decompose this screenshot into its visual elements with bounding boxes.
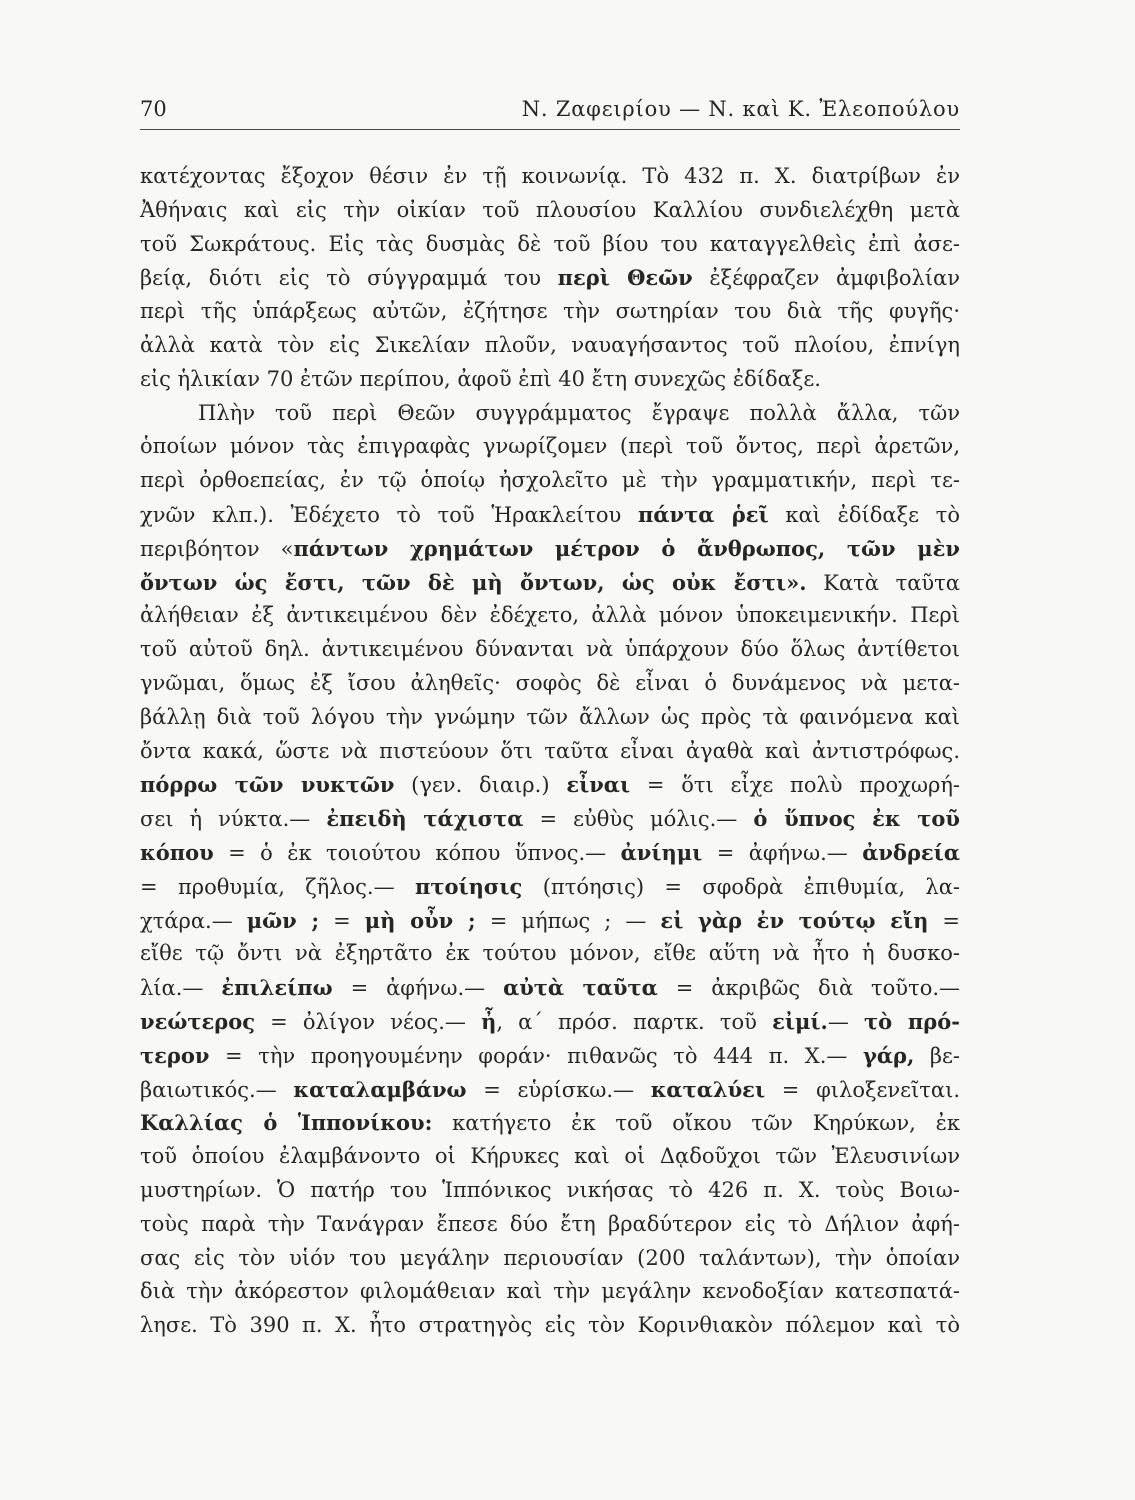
text-span: = bbox=[319, 908, 365, 933]
text-span: = ἀφήνω.— bbox=[332, 976, 504, 1001]
bold-term: ἀνδρεία bbox=[862, 839, 960, 865]
text-line: ὁποίων μόνον τὰς ἐπιγραφὰς γνωρίζομεν (περὶ τοῦ ὄντος, περὶ ἀρετῶν, bbox=[140, 434, 960, 459]
text-span: κατήγετο ἐκ τοῦ οἴκου τῶν Κηρύκων, ἐκ bbox=[432, 1111, 961, 1136]
bold-term: πάντα ῥεῖ bbox=[637, 501, 769, 527]
text-line: Πλὴν τοῦ περὶ Θεῶν συγγράμματος ἔγραψε πολλὰ ἄλλα, τῶν bbox=[198, 400, 960, 425]
text-line bbox=[140, 532, 960, 566]
page-number: 70 bbox=[140, 97, 167, 121]
text-span: — bbox=[827, 1009, 864, 1034]
bold-term: αὐτὰ ταῦτα bbox=[503, 975, 658, 1001]
text-span: = τὴν προηγουμένην φοράν· πιθανῶς τὸ 444 π. Χ.— bbox=[209, 1043, 863, 1068]
text-span: = εὑρίσκω.— bbox=[466, 1077, 651, 1102]
text-line bbox=[140, 836, 960, 870]
text-span: = ὅτι εἶχε πολὺ προχωρή- bbox=[630, 773, 961, 798]
text-line bbox=[140, 904, 960, 938]
text-line: τοὺς παρὰ τὴν Τανάγραν ἔπεσε δύο ἔτη βραδύτερον εἰς τὸ Δήλιον ἀφή- bbox=[140, 1211, 960, 1236]
text-span: = εὐθὺς μόλις.— bbox=[523, 807, 754, 832]
text-span: καὶ ἐδίδαξε τὸ bbox=[768, 502, 960, 527]
text-span: βείᾳ, διότι εἰς τὸ σύγγραμμά του bbox=[140, 266, 558, 291]
text-line: Ἀθήναις καὶ εἰς τὴν οἰκίαν τοῦ πλουσίου Καλλίου συνδιελέχθη μετὰ bbox=[140, 197, 960, 222]
text-span: βαιωτικός.— bbox=[140, 1077, 294, 1102]
text-line: περὶ ὀρθοεπείας, ἐν τῷ ὁποίῳ ἠσχολεῖτο μὲ τὴν γραμματικήν, περὶ τε- bbox=[140, 468, 960, 493]
text-span: = προθυμία, ζῆλος.— bbox=[140, 874, 415, 899]
text-line: βάλλῃ διὰ τοῦ λόγου τὴν γνώμην τῶν ἄλλων ὡς πρὸς τὰ φαινόμενα καὶ bbox=[140, 704, 960, 729]
text-span: χτάρα.— bbox=[140, 908, 247, 933]
text-span: = ἀφήνω.— bbox=[702, 840, 863, 865]
text-span: (πτόησις) = σφοδρὰ ἐπιθυμία, λα- bbox=[522, 874, 960, 899]
text-line: τοῦ ὁποίου ἐλαμβάνοντο οἱ Κήρυκες καὶ οἱ Δᾳδοῦχοι τῶν Ἐλευσινίων bbox=[140, 1144, 960, 1169]
text-line: ἀλήθειαν ἐξ ἀντικειμένου δὲν ἐδέχετο, ἀλλὰ μόνον ὑποκειμενικήν. Περὶ bbox=[140, 603, 960, 628]
commentary-paragraph bbox=[140, 768, 960, 1106]
text-line bbox=[140, 566, 960, 600]
text-line bbox=[140, 768, 960, 802]
text-line: κατέχοντας ἔξοχον θέσιν ἐν τῇ κοινωνίᾳ. Τὸ 432 π. Χ. διατρίβων ἐν bbox=[140, 164, 960, 188]
text-span: Κατὰ ταῦτα bbox=[806, 570, 960, 595]
text-line: μυστηρίων. Ὁ πατήρ του Ἱππόνικος νικήσας τὸ 426 π. Χ. τοὺς Βοιω- bbox=[140, 1177, 960, 1202]
text-span: = ὁ ἐκ τοιούτου κόπου ὕπνος.— bbox=[213, 840, 621, 865]
text-line bbox=[140, 1039, 960, 1073]
text-line: διὰ τὴν ἀκόρεστον φιλομάθειαν καὶ τὴν μεγάλην κενοδοξίαν κατεσπατά- bbox=[140, 1279, 960, 1304]
text-span: λία.— bbox=[140, 976, 222, 1001]
text-span: , α΄ πρόσ. παρτκ. τοῦ bbox=[496, 1009, 773, 1034]
bold-quote: ὄντων ὡς ἔστι, τῶν δὲ μὴ ὄντων, ὡς οὐκ ἔστι». bbox=[140, 569, 807, 595]
text-span: = ὀλίγον νέος.— bbox=[255, 1009, 482, 1034]
bold-term: ἐπειδὴ τάχιστα bbox=[326, 806, 524, 832]
bold-term: ἐπιλείπω bbox=[221, 975, 333, 1001]
text-line: σας εἰς τὸν υἱόν του μεγάλην περιουσίαν (200 ταλάντων), τὴν ὁποίαν bbox=[140, 1245, 960, 1270]
bold-term: κόπου bbox=[140, 839, 214, 865]
bold-term: καταλαμβάνω bbox=[293, 1076, 467, 1102]
paragraph bbox=[140, 397, 960, 769]
text-span: = ἀκριβῶς διὰ τοῦτο.— bbox=[657, 976, 961, 1001]
text-span: = bbox=[928, 908, 961, 933]
text-span: χνῶν κλπ.). Ἐδέχετο τὸ τοῦ Ἡρακλείτου bbox=[140, 502, 638, 527]
running-header bbox=[140, 92, 960, 126]
bold-term: ὁ ὕπνος ἐκ τοῦ bbox=[753, 806, 960, 832]
bold-term: τὸ πρό- bbox=[864, 1008, 960, 1034]
text-span: βε- bbox=[914, 1043, 961, 1068]
header-rule bbox=[140, 129, 960, 130]
text-line bbox=[140, 802, 960, 836]
text-line bbox=[140, 498, 960, 532]
text-line: τοῦ Σωκράτους. Εἰς τὰς δυσμὰς δὲ τοῦ βίου του καταγγελθεὶς ἐπὶ ἀσε- bbox=[140, 231, 960, 256]
bold-term: καταλύει bbox=[650, 1076, 766, 1102]
page-body bbox=[140, 160, 960, 1343]
text-span: σει ἡ νύκτα.— bbox=[140, 807, 327, 832]
text-line bbox=[140, 261, 960, 295]
text-line: λησε. Τὸ 390 π. Χ. ἦτο στρατηγὸς εἰς τὸν Κορινθιακὸν πόλεμον καὶ τὸ bbox=[140, 1313, 960, 1338]
text-line: περὶ τῆς ὑπάρξεως αὐτῶν, ἐζήτησε τὴν σωτηρίαν του διὰ τῆς φυγῆς· bbox=[140, 299, 960, 324]
text-line: τοῦ αὐτοῦ δηλ. ἀντικειμένου δύνανται νὰ ὑπάρχουν δύο ὅλως ἀντίθετοι bbox=[140, 637, 960, 662]
commentary-paragraph bbox=[140, 1106, 960, 1343]
text-span: ἐξέφραζεν ἀμφιβολίαν bbox=[692, 266, 961, 291]
bold-term: νεώτερος bbox=[140, 1008, 255, 1034]
text-line bbox=[140, 1073, 960, 1107]
bold-term: μῶν ; bbox=[246, 907, 320, 933]
text-line: ὄντα κακά, ὥστε νὰ πιστεύουν ὅτι ταῦτα εἶναι ἀγαθὰ καὶ ἀντιστρόφως. bbox=[140, 738, 960, 763]
text-line: εἰς ἡλικίαν 70 ἐτῶν περίπου, ἀφοῦ ἐπὶ 40 ἔτη συνεχῶς ἐδίδαξε. bbox=[140, 366, 821, 391]
text-span: = φιλοξενεῖται. bbox=[765, 1077, 960, 1102]
bold-term: τερον bbox=[140, 1042, 210, 1068]
text-span: (γεν. διαιρ.) bbox=[394, 773, 567, 798]
bold-term: ἦ bbox=[481, 1008, 497, 1034]
text-span: περιβόητον « bbox=[140, 536, 294, 561]
bold-quote: πάντων χρημάτων μέτρον ὁ ἄνθρωπος, τῶν μὲν bbox=[293, 535, 960, 561]
text-line bbox=[140, 1106, 960, 1140]
bold-term: πτοίησις bbox=[414, 873, 523, 899]
text-span: = μήπως ; — bbox=[475, 908, 661, 933]
bold-term: πόρρω τῶν νυκτῶν bbox=[140, 772, 395, 798]
bold-term: εἶναι bbox=[566, 772, 631, 798]
paragraph bbox=[140, 160, 960, 397]
bold-term: μὴ οὖν ; bbox=[364, 907, 476, 933]
bold-term: εἰμί. bbox=[772, 1008, 828, 1034]
bold-term: εἰ γὰρ ἐν τούτῳ εἴη bbox=[660, 907, 929, 933]
text-line bbox=[140, 1005, 960, 1039]
bold-term: ἀνίημι bbox=[620, 839, 703, 865]
text-line bbox=[140, 971, 960, 1005]
bold-term: περὶ Θεῶν bbox=[557, 265, 693, 291]
text-line bbox=[140, 870, 960, 904]
bold-term: γάρ, bbox=[863, 1042, 915, 1068]
running-title: Ν. Ζαφειρίου — Ν. καὶ Κ. Ἐλεοπούλου bbox=[521, 97, 960, 121]
text-line: γνῶμαι, ὅμως ἐξ ἴσου ἀληθεῖς· σοφὸς δὲ εἶναι ὁ δυνάμενος νὰ μετα- bbox=[140, 670, 960, 695]
text-line: ἀλλὰ κατὰ τὸν εἰς Σικελίαν πλοῦν, ναυαγήσαντος τοῦ πλοίου, ἐπνίγη bbox=[140, 332, 960, 357]
bold-term: Καλλίας ὁ Ἱππονίκου: bbox=[140, 1110, 433, 1136]
text-line: εἴθε τῷ ὄντι νὰ ἐξηρτᾶτο ἐκ τούτου μόνον, εἴθε αὕτη νὰ ἦτο ἡ δυσκο- bbox=[140, 941, 960, 966]
